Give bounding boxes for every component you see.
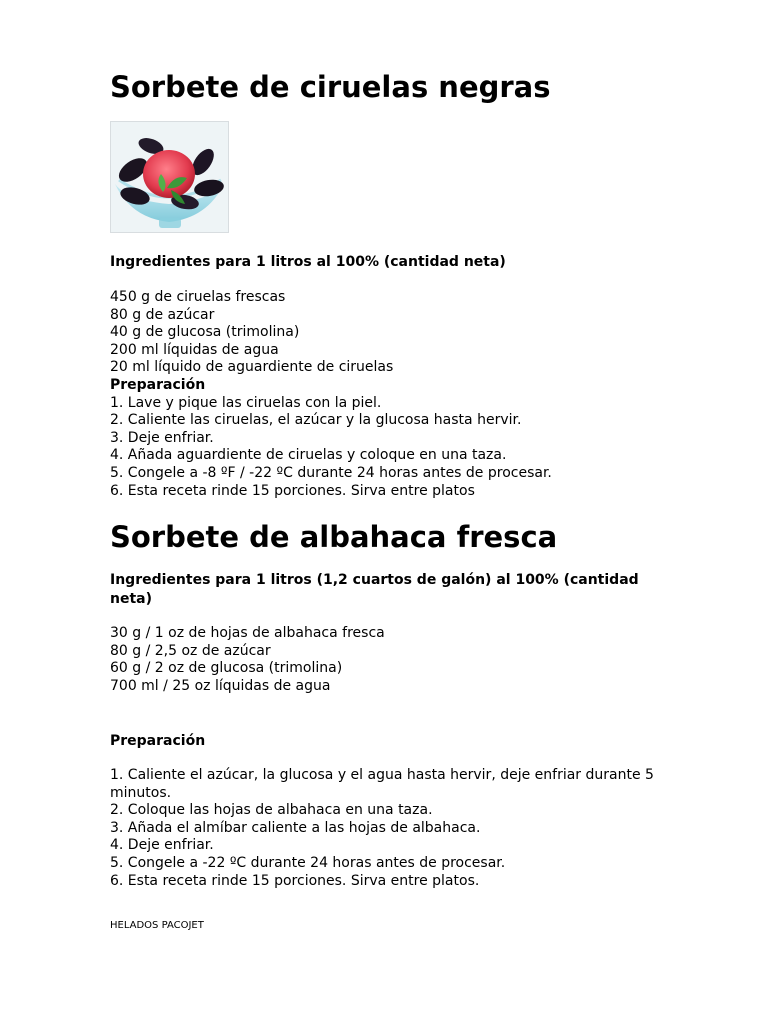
list-item: 3. Deje enfriar. bbox=[110, 429, 214, 446]
recipe1-ingredient-list bbox=[110, 289, 670, 500]
list-item: 3. Añada el almíbar caliente a las hojas de albahaca. bbox=[110, 819, 481, 836]
recipe2-ingredients-section bbox=[110, 571, 650, 609]
list-item: 700 ml / 25 oz líquidas de agua bbox=[110, 677, 331, 694]
recipe2-ingredient-list bbox=[110, 625, 670, 695]
list-item: 20 ml líquido de aguardiente de ciruelas bbox=[110, 359, 394, 376]
list-item: 6. Esta receta rinde 15 porciones. Sirva entre platos bbox=[110, 482, 475, 499]
list-item: 4. Deje enfriar. bbox=[110, 837, 214, 854]
list-item: 4. Añada aguardiente de ciruelas y coloque en una taza. bbox=[110, 447, 507, 464]
list-item: 60 g / 2 oz de glucosa (trimolina) bbox=[110, 660, 343, 677]
recipe2-title: Sorbete de albahaca fresca bbox=[110, 520, 558, 554]
sorbet-photo-illustration bbox=[111, 122, 228, 232]
recipe2-steps-list bbox=[110, 767, 655, 890]
list-item: 1. Caliente el azúcar, la glucosa y el agua hasta hervir, deje enfriar durante 5 minutos. bbox=[110, 767, 654, 801]
list-item: 6. Esta receta rinde 15 porciones. Sirva entre platos. bbox=[110, 872, 480, 889]
recipe1-ingredients-heading: Ingredientes para 1 litros al 100% (cantidad neta) bbox=[110, 254, 506, 270]
list-item: 2. Caliente las ciruelas, el azúcar y la glucosa hasta hervir. bbox=[110, 412, 522, 429]
list-item: 2. Coloque las hojas de albahaca en una taza. bbox=[110, 802, 433, 819]
list-item: 200 ml líquidas de agua bbox=[110, 341, 279, 358]
recipe1-title: Sorbete de ciruelas negras bbox=[110, 70, 551, 104]
footer-text: HELADOS PACOJET bbox=[110, 920, 204, 931]
recipe2-preparation-heading: Preparación bbox=[110, 733, 206, 749]
list-item: 5. Congele a -22 ºC durante 24 horas antes de procesar. bbox=[110, 854, 506, 871]
list-item: 80 g / 2,5 oz de azúcar bbox=[110, 642, 271, 659]
list-item: 450 g de ciruelas frescas bbox=[110, 289, 286, 305]
recipe1-preparation-heading: Preparación bbox=[110, 376, 206, 393]
sorbet-photo bbox=[110, 121, 229, 233]
list-item: 80 g de azúcar bbox=[110, 306, 215, 323]
list-item: 5. Congele a -8 ºF / -22 ºC durante 24 horas antes de procesar. bbox=[110, 464, 552, 481]
recipe2-ingredients-heading: Ingredientes para 1 litros (1,2 cuartos de galón) al 100% (cantidad neta) bbox=[110, 572, 639, 607]
list-item: 1. Lave y pique las ciruelas con la piel. bbox=[110, 394, 382, 411]
list-item: 30 g / 1 oz de hojas de albahaca fresca bbox=[110, 625, 385, 641]
list-item: 40 g de glucosa (trimolina) bbox=[110, 324, 300, 341]
recipe2-preparation-section bbox=[110, 732, 670, 750]
recipe1-ingredients-section bbox=[110, 253, 670, 271]
